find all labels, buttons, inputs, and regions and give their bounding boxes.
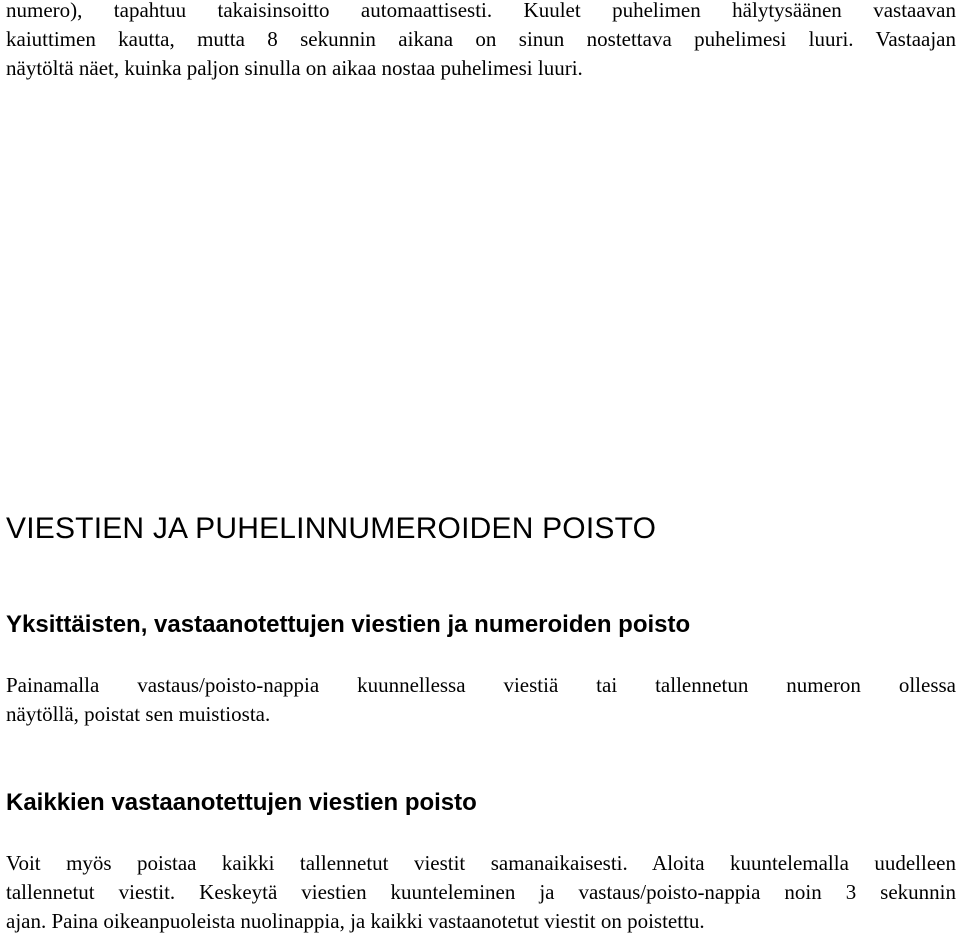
text-line: näytöltä näet, kuinka paljon sinulla on aikaa nostaa puhelimesi luuri. <box>6 56 583 80</box>
text-line: numero), tapahtuu takaisinsoitto automaattisesti. Kuulet puhelimen hälytysäänen vastaavan <box>6 0 956 22</box>
text-line: Voit myös poistaa kaikki tallennetut viestit samanaikaisesti. Aloita kuuntelemalla uudelleen <box>6 851 956 875</box>
paragraph <box>6 849 956 936</box>
text-line: tallennetut viestit. Keskeytä viestien kuunteleminen ja vastaus/poisto-nappia noin 3 sekunnin <box>6 880 956 904</box>
paragraph <box>6 671 956 729</box>
text-line: kaiuttimen kautta, mutta 8 sekunnin aikana on sinun nostettava puhelimesi luuri. Vastaajan <box>6 27 956 51</box>
intro-paragraph <box>6 0 956 83</box>
subsection-heading: Yksittäisten, vastaanotettujen viestien ja numeroiden poisto <box>6 611 691 638</box>
subsection-heading: Kaikkien vastaanotettujen viestien poisto <box>6 789 477 816</box>
section-title: VIESTIEN JA PUHELINNUMEROIDEN POISTO <box>6 512 657 545</box>
text-line: ajan. Paina oikeanpuoleista nuolinappia, ja kaikki vastaanotetut viestit on poistettu. <box>6 909 705 933</box>
text-line: näytöllä, poistat sen muistiosta. <box>6 702 271 726</box>
text-line: Painamalla vastaus/poisto-nappia kuunnellessa viestiä tai tallennetun numeron ollessa <box>6 673 956 697</box>
